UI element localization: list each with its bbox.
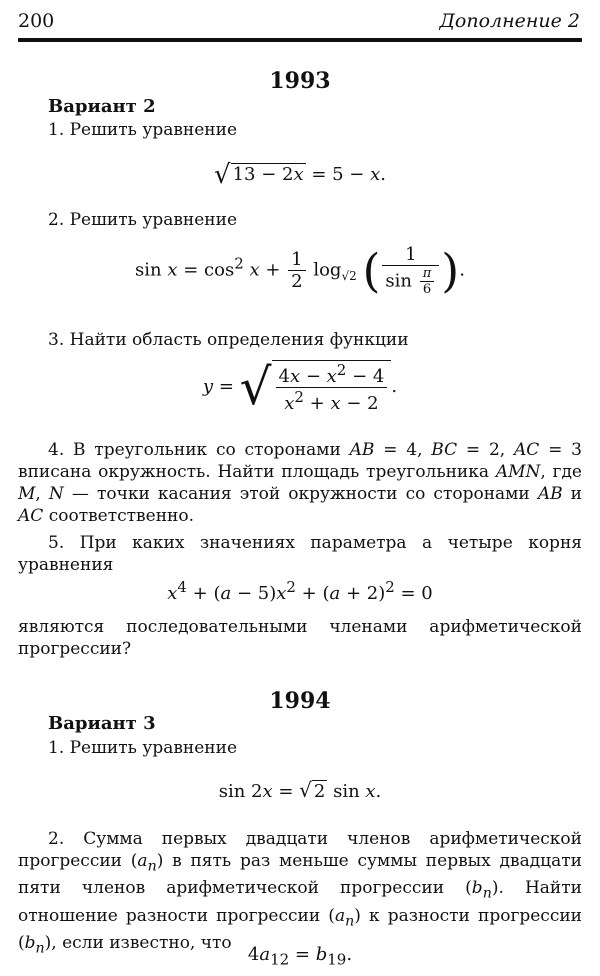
year-heading-1994: 1994: [269, 688, 331, 714]
formula-trig-log-equation: $\sin x = \cos^2 x$ + $\frac{1}{2}$ $\log_{√2}$ ( 1 sin $\frac{\pi}{6}$ ).: [135, 243, 465, 298]
problem-4-1993: 4. В треугольник со сторонами AB = 4, BC = 2, AC = 3 вписана окружность. Найти площадь треугольника AMN, где M, N — точки касания этой окружности со сторонами AB и AC соответственно.: [18, 440, 583, 526]
formula-a12-b19: $4a_{12} = b_{19}$.: [247, 944, 353, 969]
problem-3-1993: 3. Найти область определения функции: [48, 330, 409, 350]
problem-5-1993: 5. При каких значениях параметра a четыре корня уравнения: [18, 533, 582, 575]
formula-sqrt-equation: √ 13 − 2x = 5 − x.: [213, 160, 387, 190]
problem-1-1994: 1. Решить уравнение: [48, 738, 238, 758]
formula-domain-function: y = √ $\frac{4x - x^2 - 4}{x^2 + x - 2}$ .: [202, 358, 398, 416]
problem-2-1994: 2. Сумма первых двадцати членов арифметической прогрессии $(a_n)$ в пять раз меньше суммы первых двадцати пяти членов арифметической прогрессии $(b_n)$. Найти отношение разности прогрессии $(a_n)$ к разности прогрессии $(b_n)$, если известно, что: [18, 829, 582, 957]
problem-2-1993: 2. Решить уравнение: [48, 210, 238, 230]
year-heading-1993: 1993: [269, 68, 331, 94]
header-rule: [18, 38, 582, 42]
variant-heading-3: Вариант 3: [48, 713, 156, 734]
variant-heading-2: Вариант 2: [48, 96, 156, 117]
running-title: Дополнение 2: [439, 10, 580, 32]
page-number: 200: [18, 10, 55, 32]
problem-1-1993: 1. Решить уравнение: [48, 120, 238, 140]
formula-sin2x-equation: sin 2x = √ 2 sin x.: [218, 778, 382, 802]
formula-quartic-equation: $x^4 + (a - 5)x^2 + (a + 2)^2 = 0$: [167, 578, 433, 604]
problem-5-tail-1993: являются последовательными членами арифметической прогрессии?: [18, 617, 582, 659]
